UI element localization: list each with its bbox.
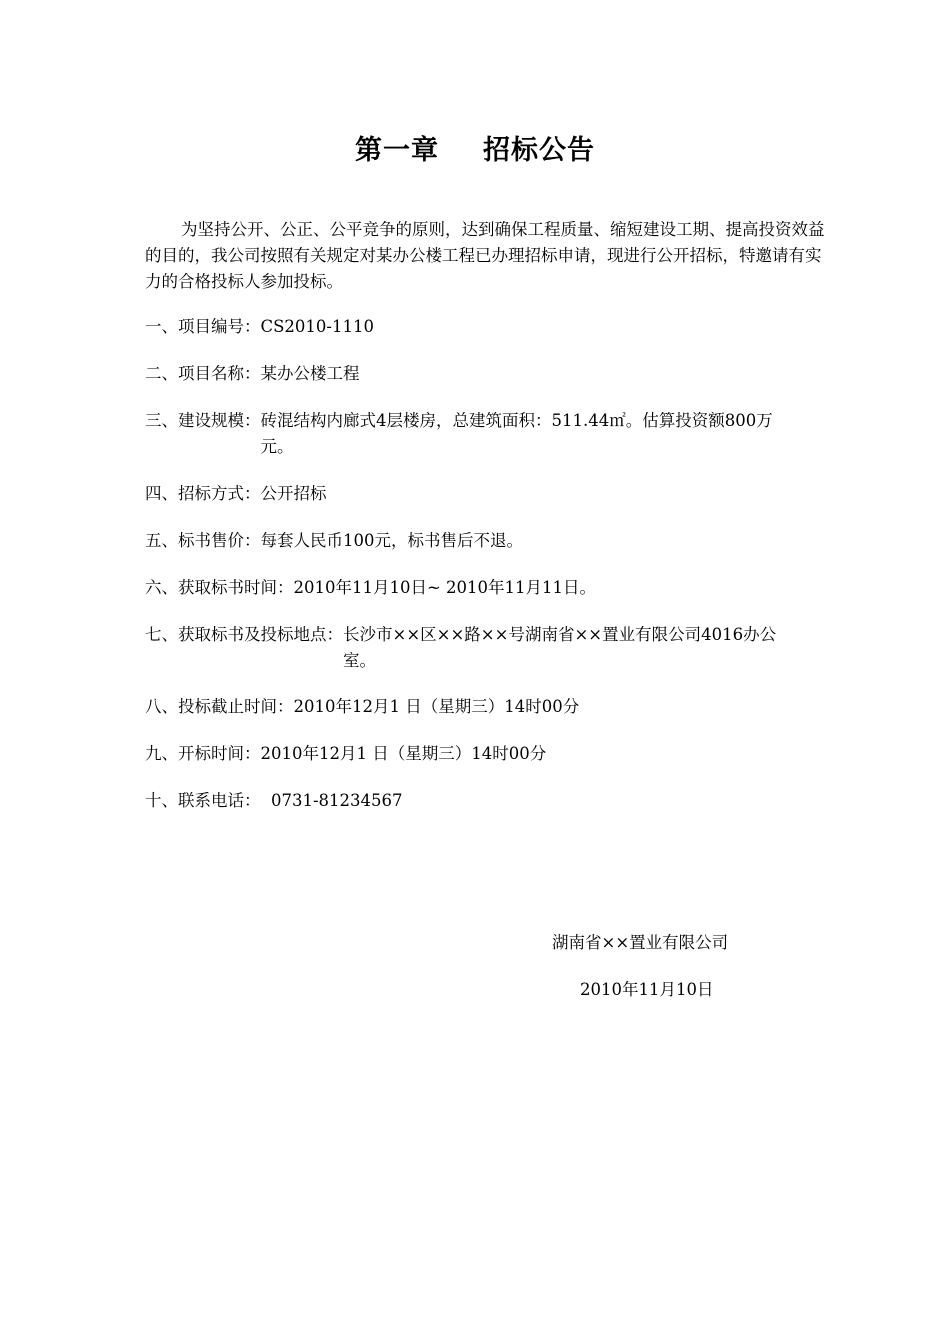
item-construction-scale — [145, 408, 805, 460]
item-value: 0731-81234567 — [260, 791, 403, 810]
item-contact-phone — [145, 788, 825, 814]
item-bidding-method — [145, 481, 825, 507]
item-document-location — [145, 622, 805, 674]
item-document-price — [145, 528, 825, 554]
item-value: 某办公楼工程 — [260, 364, 360, 383]
item-value: 2010年11月10日~ 2010年11月11日。 — [293, 578, 597, 597]
item-bid-opening-time — [145, 741, 825, 767]
item-label: 十、联系电话： — [145, 791, 261, 810]
item-label: 六、获取标书时间： — [145, 578, 294, 597]
item-value: 砖混结构内廊式4层楼房，总建筑面积：511.44㎡。估算投资额800万元。 — [260, 411, 773, 456]
item-project-name — [145, 361, 825, 387]
item-value: 公开招标 — [260, 484, 327, 503]
item-value: 2010年12月1 日（星期三）14时00分 — [260, 744, 547, 763]
item-value: 每套人民币100元，标书售后不退。 — [260, 531, 523, 550]
intro-text: 为坚持公开、公正、公平竞争的原则，达到确保工程质量、缩短建设工期、提高投资效益的目的，我公司按照有关规定对某办公楼工程已办理招标申请，现进行公开招标，特邀请有实力的合格投标人参加投标。 — [145, 220, 825, 291]
intro-paragraph — [145, 217, 825, 295]
chapter-number: 第一章 — [355, 135, 439, 166]
item-label: 七、获取标书及投标地点： — [145, 625, 343, 644]
item-value: 长沙市××区××路××号湖南省××置业有限公司4016办公室。 — [343, 625, 777, 670]
item-label: 九、开标时间： — [145, 744, 261, 763]
item-label: 四、招标方式： — [145, 484, 261, 503]
page-title — [0, 133, 950, 169]
item-bid-deadline — [145, 694, 825, 720]
item-document-time — [145, 575, 825, 601]
item-label: 八、投标截止时间： — [145, 697, 294, 716]
item-value: CS2010-1110 — [260, 317, 374, 336]
signature-date: 2010年11月10日 — [580, 980, 714, 999]
item-label: 三、建设规模： — [145, 411, 261, 430]
item-project-number — [145, 314, 825, 340]
item-label: 五、标书售价： — [145, 531, 261, 550]
item-label: 一、项目编号： — [145, 317, 261, 336]
chapter-title: 招标公告 — [483, 135, 595, 166]
item-label: 二、项目名称： — [145, 364, 261, 383]
item-value: 2010年12月1 日（星期三）14时00分 — [293, 697, 580, 716]
signature-company: 湖南省××置业有限公司 — [552, 933, 729, 952]
